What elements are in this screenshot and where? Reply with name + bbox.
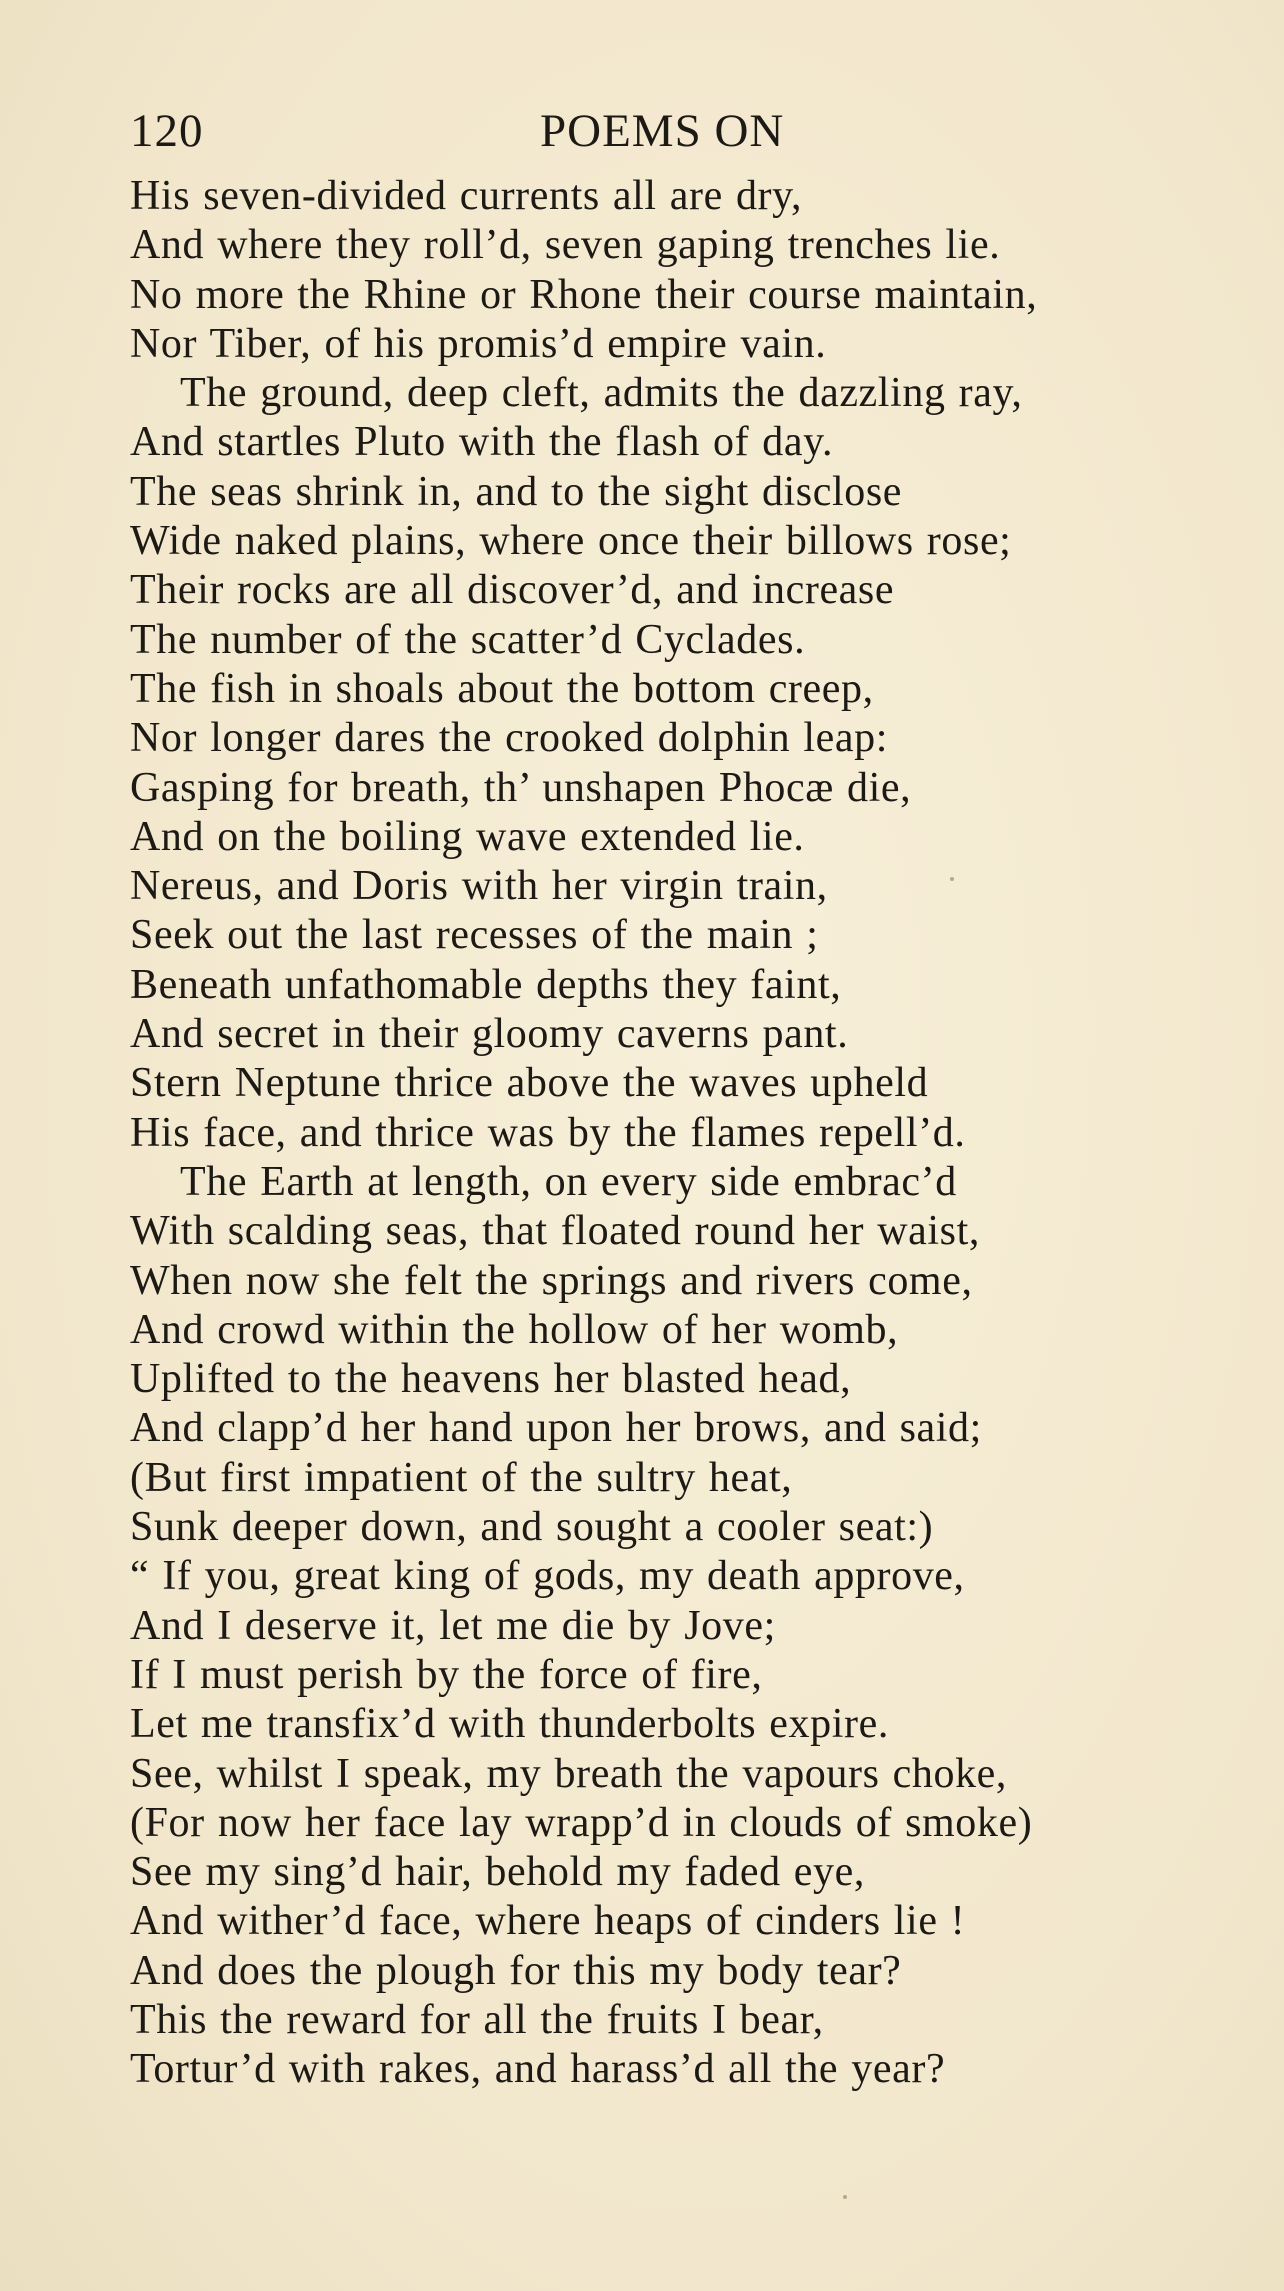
poem-line: And I deserve it, let me die by Jove; [130, 1602, 776, 1649]
poem-line: This the reward for all the fruits I bear, [130, 1996, 824, 2043]
poem-line: The Earth at length, on every side embrac’d [180, 1158, 957, 1205]
page-number: 120 [130, 105, 204, 157]
poem-line: (For now her face lay wrapp’d in clouds of smoke) [130, 1799, 1033, 1846]
poem-line: And crowd within the hollow of her womb, [130, 1306, 899, 1353]
poem-line: And secret in their gloomy caverns pant. [130, 1011, 849, 1058]
poem-line: Sunk deeper down, and sought a cooler seat:) [130, 1504, 934, 1551]
poem-line: Let me transfix’d with thunderbolts expire. [130, 1701, 889, 1748]
poem-line: See, whilst I speak, my breath the vapours choke, [130, 1750, 1008, 1797]
poem-line: With scalding seas, that floated round her waist, [130, 1208, 980, 1255]
poem-line: If I must perish by the force of fire, [130, 1651, 763, 1698]
poem-line: The ground, deep cleft, admits the dazzling ray, [180, 370, 1023, 417]
poem-line: Stern Neptune thrice above the waves upheld [130, 1060, 929, 1107]
poem-line: And clapp’d her hand upon her brows, and said; [130, 1405, 982, 1452]
poem-text [130, 172, 1250, 2095]
poem-line: And where they roll’d, seven gaping trenches lie. [130, 222, 1001, 269]
poem-line: Wide naked plains, where once their billows rose; [130, 518, 1012, 565]
poem-line: “ If you, great king of gods, my death approve, [130, 1553, 965, 1600]
poem-line: Nereus, and Doris with her virgin train, [130, 863, 828, 910]
poem-line: His seven-divided currents all are dry, [130, 173, 803, 219]
poem-line: See my sing’d hair, behold my faded eye, [130, 1849, 865, 1896]
poem-line: And does the plough for this my body tear? [130, 1947, 902, 1994]
poem-line: The fish in shoals about the bottom creep, [130, 665, 874, 712]
poem-line: Tortur’d with rakes, and harass’d all the year? [130, 2046, 946, 2093]
poem-line: The number of the scatter’d Cyclades. [130, 616, 806, 663]
paper-speck [950, 877, 954, 881]
poem-line: Seek out the last recesses of the main ; [130, 912, 819, 959]
poem-line: And on the boiling wave extended lie. [130, 813, 805, 860]
page-header [130, 104, 1130, 164]
poem-line: Beneath unfathomable depths they faint, [130, 961, 842, 1008]
poem-line: Gasping for breath, th’ unshapen Phocæ die, [130, 764, 912, 811]
poem-line: (But first impatient of the sultry heat, [130, 1454, 793, 1501]
poem-line: And wither’d face, where heaps of cinders lie ! [130, 1898, 966, 1945]
poem-line: Uplifted to the heavens her blasted head, [130, 1356, 852, 1403]
poem-line: No more the Rhine or Rhone their course maintain, [130, 271, 1038, 318]
poem-line: Their rocks are all discover’d, and increase [130, 567, 895, 614]
poem-line: And startles Pluto with the flash of day. [130, 419, 834, 466]
running-title: POEMS ON [540, 105, 785, 157]
poem-line: His face, and thrice was by the flames repell’d. [130, 1109, 966, 1156]
paper-speck [843, 2195, 847, 2199]
poem-line: When now she felt the springs and rivers come, [130, 1257, 973, 1304]
poem-line: Nor longer dares the crooked dolphin leap: [130, 715, 888, 762]
poem-line: Nor Tiber, of his promis’d empire vain. [130, 320, 827, 367]
poem-line: The seas shrink in, and to the sight disclose [130, 468, 903, 515]
